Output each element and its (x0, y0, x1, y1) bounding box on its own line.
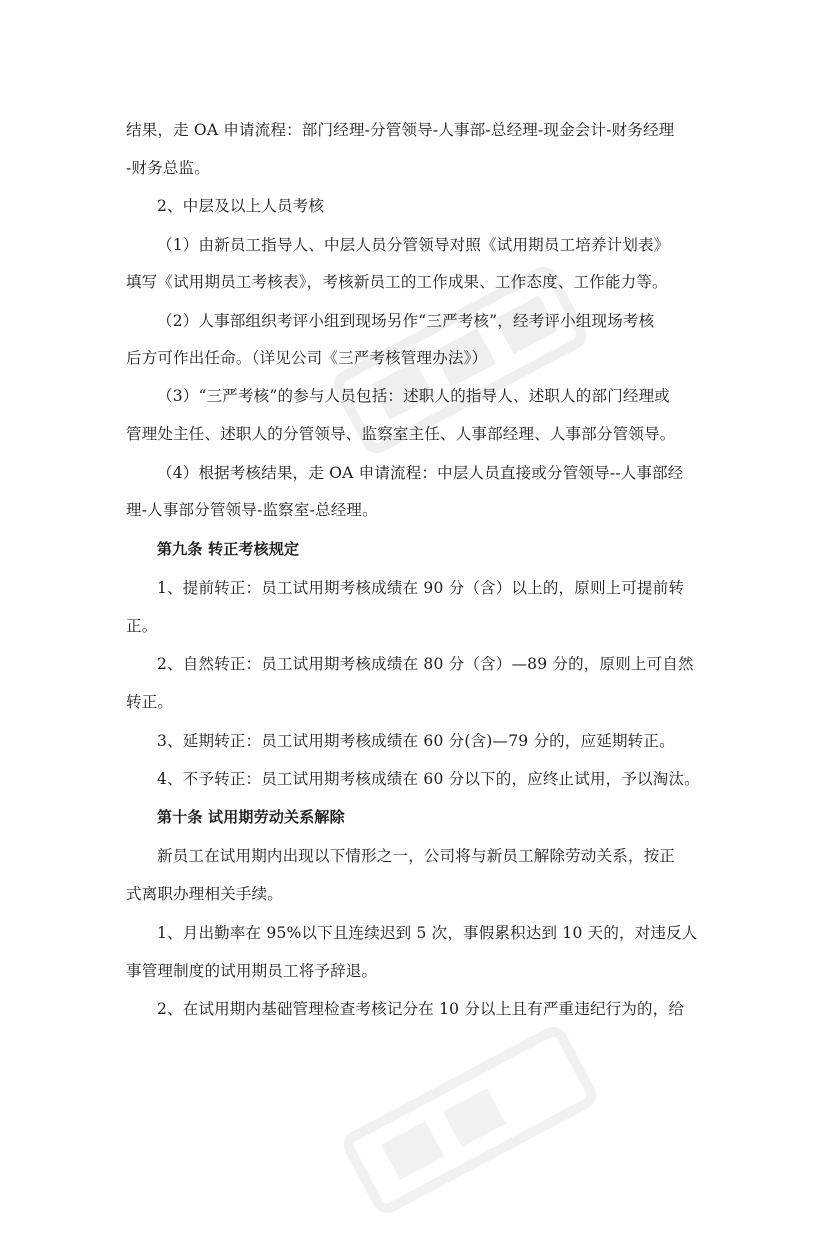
text-line: 1、月出勤率在 95%以下且连续迟到 5 次，事假累积达到 10 天的，对违反人 (157, 924, 698, 942)
section-heading: 第九条 转正考核规定 (157, 540, 300, 558)
text-line: 后方可作出任命。（详见公司《三严考核管理办法》） (126, 349, 488, 367)
text-line: 理-人事部分管领导-监察室-总经理。 (126, 501, 378, 519)
text-line: 4、不予转正：员工试用期考核成绩在 60 分以下的，应终止试用，予以淘汰。 (157, 770, 700, 788)
text-line: 2、在试用期内基础管理检查考核记分在 10 分以上且有严重违纪行为的，给 (157, 1000, 685, 1018)
text-line: 管理处主任、述职人的分管领导、监察室主任、人事部经理、人事部分管领导。 (126, 425, 676, 443)
text-line: 3、延期转正：员工试用期考核成绩在 60 分(含)—79 分的，应延期转正。 (157, 732, 675, 750)
text-line: （1）由新员工指导人、中层人员分管领导对照《试用期员工培养计划表》 (157, 236, 670, 254)
text-line: （4）根据考核结果，走 OA 申请流程：中层人员直接或分管领导--人事部经 (157, 464, 684, 482)
text-line: 事管理制度的试用期员工将予辞退。 (126, 962, 378, 980)
text-line: 1、提前转正：员工试用期考核成绩在 90 分（含）以上的，原则上可提前转 (157, 579, 685, 597)
text-line: -财务总监。 (126, 159, 210, 177)
text-line: 2、自然转正：员工试用期考核成绩在 80 分（含）—89 分的，原则上可自然 (157, 655, 694, 673)
text-line: （3）“三严考核”的参与人员包括：述职人的指导人、述职人的部门经理或 (157, 387, 671, 405)
text-line: 新员工在试用期内出现以下情形之一，公司将与新员工解除劳动关系，按正 (157, 847, 676, 865)
text-line: 2、中层及以上人员考核 (157, 197, 325, 215)
text-line: 填写《试用期员工考核表》，考核新员工的工作成果、工作态度、工作能力等。 (126, 273, 668, 291)
text-line: 正。 (126, 617, 158, 635)
text-line: 式离职办理相关手续。 (126, 885, 284, 903)
text-line: 结果，走 OA 申请流程：部门经理-分管领导-人事部-总经理-现金会计-财务经理 (126, 121, 675, 139)
text-line: 转正。 (126, 693, 174, 711)
text-line: （2）人事部组织考评小组到现场另作“三严考核”，经考评小组现场考核 (157, 312, 655, 330)
section-heading: 第十条 试用期劳动关系解除 (157, 808, 345, 826)
watermark-logo-bottom (327, 1006, 613, 1234)
